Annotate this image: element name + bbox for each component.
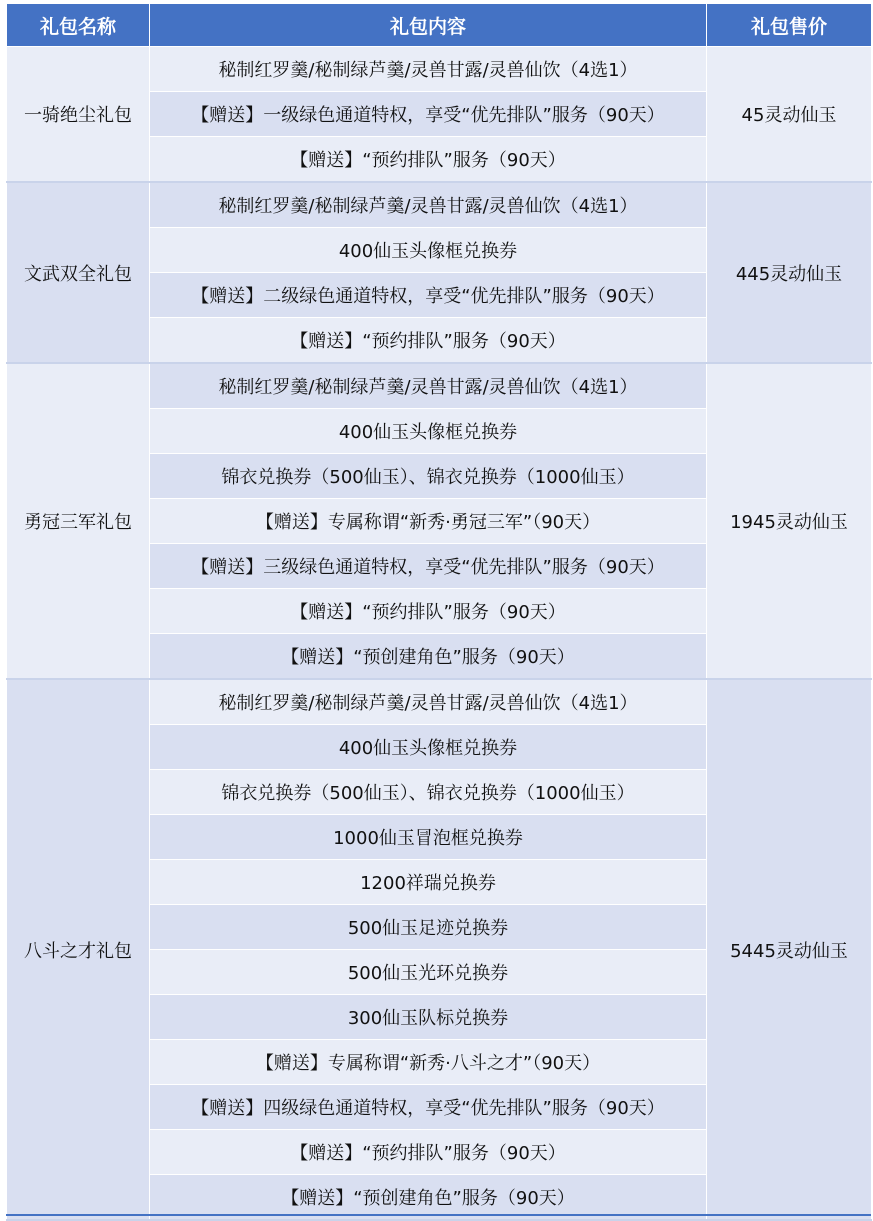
package-item-cell: 400仙玉头像框兑换券: [150, 725, 707, 770]
package-item-cell: 【赠送】专属称谓“新秀·八斗之才”（90天）: [150, 1040, 707, 1085]
package-item-cell: 1200祥瑞兑换券: [150, 860, 707, 905]
package-name-cell: 文武双全礼包: [7, 182, 150, 363]
package-price-cell: 1945灵动仙玉: [707, 363, 872, 679]
package-item-cell: 500仙玉光环兑换券: [150, 950, 707, 995]
package-item-cell: 【赠送】四级绿色通道特权，享受“优先排队”服务（90天）: [150, 1085, 707, 1130]
package-item-cell: 秘制红罗羹/秘制绿芦羹/灵兽甘露/灵兽仙饮（4选1）: [150, 47, 707, 92]
package-name-cell: 一骑绝尘礼包: [7, 47, 150, 183]
package-item-cell: 锦衣兑换券（500仙玉）、锦衣兑换券（1000仙玉）: [150, 770, 707, 815]
package-price-cell: 5445灵动仙玉: [707, 679, 872, 1220]
package-item-cell: 400仙玉头像框兑换券: [150, 409, 707, 454]
package-group-1: [7, 47, 872, 183]
package-item-cell: 400仙玉头像框兑换券: [150, 228, 707, 273]
package-item-cell: 【赠送】一级绿色通道特权，享受“优先排队”服务（90天）: [150, 92, 707, 137]
package-item-cell: 【赠送】“预创建角色”服务（90天）: [150, 634, 707, 680]
package-item-cell: 秘制红罗羹/秘制绿芦羹/灵兽甘露/灵兽仙饮（4选1）: [150, 182, 707, 228]
package-item-cell: 【赠送】“预创建角色”服务（90天）: [150, 1175, 707, 1221]
package-name-cell: 勇冠三军礼包: [7, 363, 150, 679]
package-group-3: [7, 363, 872, 679]
table-row: [7, 363, 872, 409]
table-row: [7, 47, 872, 92]
table-row: [7, 182, 872, 228]
package-item-cell: 秘制红罗羹/秘制绿芦羹/灵兽甘露/灵兽仙饮（4选1）: [150, 679, 707, 725]
package-price-cell: 445灵动仙玉: [707, 182, 872, 363]
table-header-row: [7, 4, 872, 47]
package-item-cell: 【赠送】二级绿色通道特权，享受“优先排队”服务（90天）: [150, 273, 707, 318]
package-item-cell: 【赠送】“预约排队”服务（90天）: [150, 137, 707, 183]
table-row: [7, 679, 872, 725]
package-group-2: [7, 182, 872, 363]
package-item-cell: 秘制红罗羹/秘制绿芦羹/灵兽甘露/灵兽仙饮（4选1）: [150, 363, 707, 409]
package-name-cell: 八斗之才礼包: [7, 679, 150, 1220]
package-price-cell: 45灵动仙玉: [707, 47, 872, 183]
package-item-cell: 【赠送】三级绿色通道特权，享受“优先排队”服务（90天）: [150, 544, 707, 589]
package-item-cell: 300仙玉队标兑换券: [150, 995, 707, 1040]
header-package-content: 礼包内容: [150, 4, 707, 47]
package-group-4: [7, 679, 872, 1220]
package-item-cell: 锦衣兑换券（500仙玉）、锦衣兑换券（1000仙玉）: [150, 454, 707, 499]
package-item-cell: 【赠送】“预约排队”服务（90天）: [150, 1130, 707, 1175]
header-package-price: 礼包售价: [707, 4, 872, 47]
table-bottom-border: [6, 1214, 871, 1216]
package-item-cell: 500仙玉足迹兑换券: [150, 905, 707, 950]
gift-package-table: [6, 3, 872, 1221]
package-item-cell: 【赠送】专属称谓“新秀·勇冠三军”（90天）: [150, 499, 707, 544]
package-item-cell: 1000仙玉冒泡框兑换券: [150, 815, 707, 860]
package-item-cell: 【赠送】“预约排队”服务（90天）: [150, 318, 707, 364]
package-item-cell: 【赠送】“预约排队”服务（90天）: [150, 589, 707, 634]
header-package-name: 礼包名称: [7, 4, 150, 47]
